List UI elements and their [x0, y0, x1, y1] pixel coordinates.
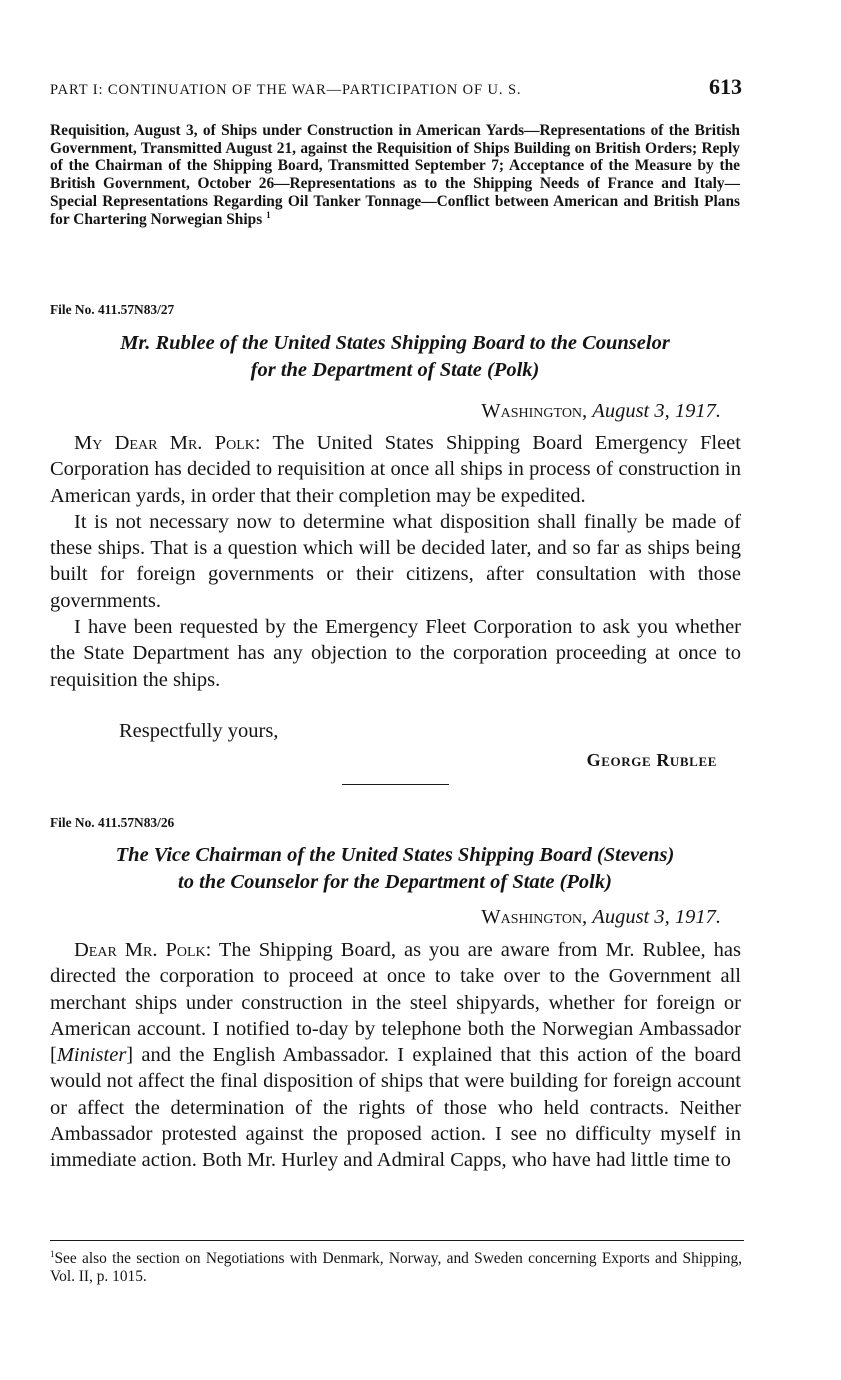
page-number: 613 [709, 74, 742, 99]
document-title-line: Mr. Rublee of the United States Shipping Board to the Counselor [120, 332, 670, 354]
footnote-text: See also the section on Negotiations with Denmark, Norway, and Sweden concerning Exports and Shipping, Vol. II, p. 1015. [50, 1250, 742, 1286]
footnote-rule [50, 1240, 744, 1241]
document-title-line: for the Department of State (Polk) [250, 358, 540, 381]
letter-paragraph: I have been requested by the Emergency Fleet Corporation to ask you whether the State Department has any objection to the corporation proceeding at once to requisition the ships. [50, 616, 741, 691]
dateline [481, 906, 721, 929]
footnote [50, 1250, 742, 1287]
signature: George Rublee [586, 750, 717, 770]
footnote-reference: 1 [266, 209, 271, 220]
dateline-place: Washington, [481, 400, 588, 422]
running-header [50, 74, 742, 104]
letter-body [50, 430, 741, 693]
editorial-insertion: Minister [56, 1044, 127, 1067]
footnote-number: 1 [50, 1248, 55, 1259]
letter-paragraph [50, 430, 741, 509]
paragraph-text: ] and the English Ambassador. I explained that this action of the board would not affect the final disposition of ships that were building for foreign account or affect the determination of the rights of those who held contracts. Neither Ambassador protested against the proposed action. I see no difficulty myself in immediate action. Both Mr. Hurley and Admiral Capps, who have had little time to [50, 1044, 741, 1172]
letter-body [50, 937, 741, 1174]
paragraph-text: The Shipping Board, as you are aware from Mr. Rublee, has directed the corporation to proceed at once to take over to the Government all merchant ships under construction in the steel shipyards, whether for foreign or American account. I notified to-day by telephone both the Norwegian Ambassador [ [50, 939, 741, 1067]
letter-closing: Respectfully yours, [119, 720, 279, 742]
salutation: My Dear Mr. Polk: [74, 432, 261, 454]
section-divider [342, 784, 449, 785]
dateline-place: Washington, [481, 906, 588, 928]
letter-paragraph: It is not necessary now to determine what disposition shall finally be made of these ships. That is a question which will be decided later, and so far as ships being built for foreign governments or their citizens, after consultation with those governments. [50, 510, 741, 612]
section-heading [50, 122, 740, 228]
dateline-date: August 3, 1917. [592, 400, 721, 422]
paragraph-text: The United States Shipping Board Emergency Fleet Corporation has decided to requisition at once all ships in process of construction in American yards, in order that their completion may be expedited. [50, 432, 741, 507]
document-title [50, 330, 740, 383]
section-heading-text: Requisition, August 3, of Ships under Construction in American Yards—Representations of the British Government, Transmitted August 21, against the Requisition of Ships Building on British Orders; Reply of the Chairman of the Shipping Board, Transmitted September 7; Acceptance of the Measure by the British Government, October 26—Representations as to the Shipping Needs of France and Italy—Special Representations Regarding Oil Tanker Tonnage—Conflict between American and British Plans for Chartering Norwegian Ships [50, 122, 740, 228]
salutation: Dear Mr. Polk: [74, 939, 212, 961]
file-number: File No. 411.57N83/26 [50, 815, 175, 830]
dateline [481, 400, 721, 423]
document-title-line: The Vice Chairman of the United States Shipping Board (Stevens) [115, 844, 675, 866]
letter-paragraph [50, 937, 741, 1174]
document-title [50, 842, 740, 895]
file-number: File No. 411.57N83/27 [50, 302, 175, 317]
dateline-date: August 3, 1917. [592, 906, 721, 928]
running-title: PART I: CONTINUATION OF THE WAR—PARTICIPATION OF U. S. [50, 82, 522, 98]
document-title-line: to the Counselor for the Department of State (Polk) [178, 870, 612, 893]
